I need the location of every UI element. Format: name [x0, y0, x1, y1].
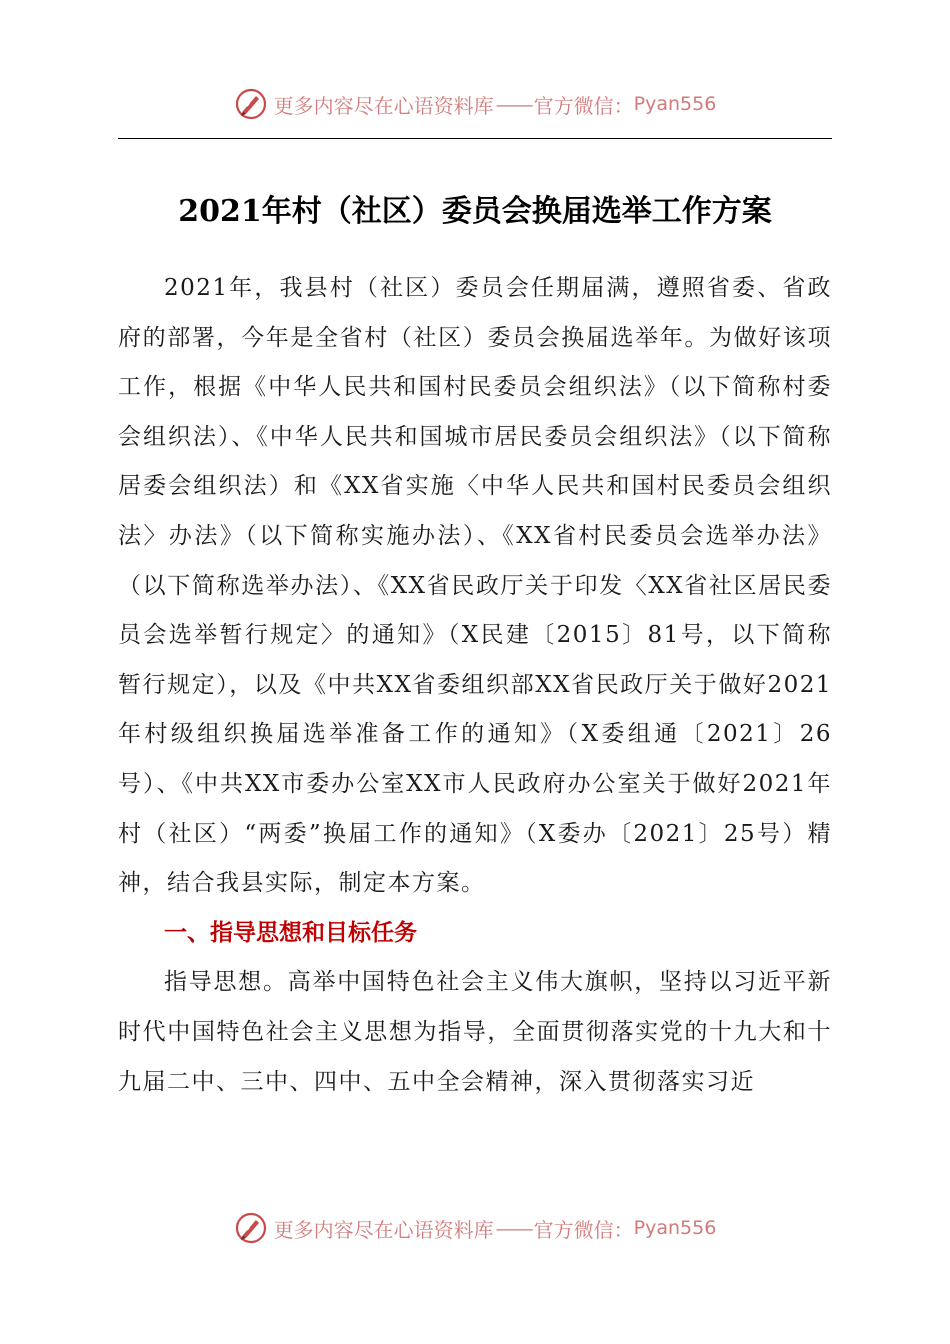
footer-watermark	[0, 1208, 950, 1248]
header-divider	[118, 138, 832, 139]
document-body	[118, 264, 832, 1107]
watermark-label: 官方微信：	[533, 1217, 634, 1242]
document-title: 2021年村（社区）委员会换届选举工作方案	[178, 194, 772, 229]
pen-logo-icon	[234, 1211, 268, 1245]
intro-paragraph: 2021年，我县村（社区）委员会任期届满，遵照省委、省政府的部署，今年是全省村（社区）委员会换届选举年。为做好该项工作，根据《中华人民共和国村民委员会组织法》（以下简称村委会组织法）、《中华人民共和国城市居民委员会组织法》（以下简称居委会组织法）和《XX省实施〈中华人民共和国村民委员会组织法〉办法》（以下简称实施办法）、《XX省村民委员会选举办法》（以下简称选举办法）、《XX省民政厅关于印发〈XX省社区居民委员会选举暂行规定〉的通知》（X民建〔2015〕81号，以下简称暂行规定），以及《中共XX省委组织部XX省民政厅关于做好2021年村级组织换届选举准备工作的通知》（X委组通〔2021〕26号）、《中共XX市委办公室XX市人民政府办公室关于做好2021年村（社区）“两委”换届工作的通知》（X委办〔2021〕25号）精神，结合我县实际，制定本方案。	[118, 275, 832, 897]
watermark-id: Pyan556	[633, 93, 717, 115]
pen-logo-icon	[234, 87, 268, 121]
watermark-text: 更多内容尽在心语资料库	[273, 1217, 494, 1242]
watermark-id: Pyan556	[633, 1217, 717, 1239]
watermark-text: 更多内容尽在心语资料库	[273, 93, 494, 118]
watermark-label: 官方微信：	[533, 93, 634, 118]
watermark-separator: ——	[495, 1216, 532, 1240]
watermark-separator: ——	[495, 92, 532, 116]
section-heading-1: 一、指导思想和目标任务	[164, 919, 417, 946]
header-watermark	[0, 84, 950, 124]
section-1-paragraph: 指导思想。高举中国特色社会主义伟大旗帜，坚持以习近平新时代中国特色社会主义思想为指导，全面贯彻落实党的十九大和十九届二中、三中、四中、五中全会精神，深入贯彻落实习近	[118, 969, 832, 1095]
